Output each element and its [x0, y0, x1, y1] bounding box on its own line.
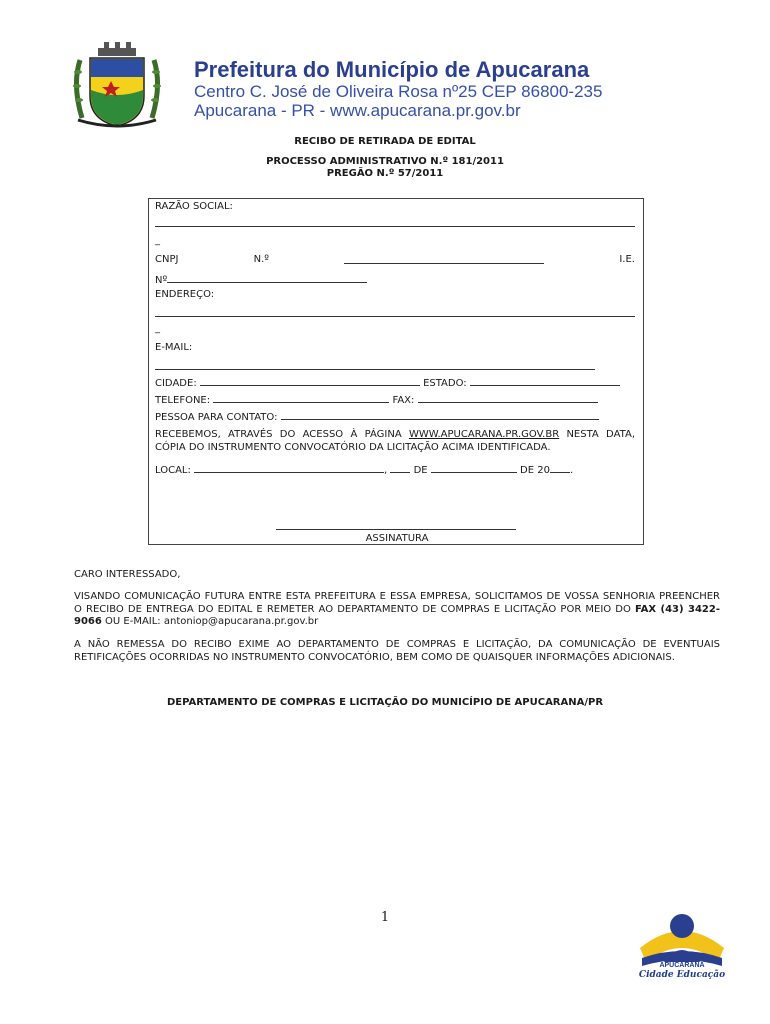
year-prefix: DE 20 [520, 465, 550, 476]
razao-social-line[interactable] [155, 226, 635, 227]
acknowledgement-text [155, 428, 635, 454]
paragraph-communication-text: VISANDO COMUNICAÇÃO FUTURA ENTRE ESTA PREFEITURA E ESSA EMPRESA, SOLICITAMOS DE VOSSA SENHORIA PREENCHER O RECIBO DE ENTREGA DO EDITAL E REMETER AO DEPARTAMENTO DE COMPRAS E LICITAÇÃO POR MEIO DO [74, 591, 720, 615]
telefone-line[interactable] [213, 393, 389, 403]
cidade-line[interactable] [200, 376, 420, 386]
cidade-label: CIDADE: [155, 378, 197, 389]
municipality-website: Apucarana - PR - www.apucarana.pr.gov.br [194, 101, 521, 120]
estado-label: ESTADO: [423, 378, 467, 389]
estado-line[interactable] [470, 376, 620, 386]
signature-label: ASSINATURA [365, 533, 429, 544]
cnpj-line[interactable] [344, 254, 544, 264]
email-line[interactable] [155, 369, 595, 370]
signature-line[interactable] [276, 529, 516, 530]
endereco-dash: _ [155, 323, 160, 334]
day-line[interactable] [390, 463, 410, 473]
email-label: E-MAIL: [155, 342, 193, 353]
letterhead [70, 40, 710, 132]
logo-city-name: APUCARANA [659, 962, 705, 969]
contato-line[interactable] [281, 410, 599, 420]
municipality-address: Centro C. José de Oliveira Rosa nº25 CEP 86800-235 [194, 82, 603, 101]
endereco-label: ENDEREÇO: [155, 289, 215, 300]
municipality-title: Prefeitura do Município de Apucarana [194, 57, 590, 82]
local-comma: , [384, 465, 388, 476]
ie-line[interactable] [167, 273, 367, 283]
fax-label: FAX: [392, 395, 415, 406]
municipal-coat-of-arms-icon [70, 40, 164, 130]
telefone-label: TELEFONE: [155, 395, 211, 406]
razao-social-dash: _ [155, 235, 160, 246]
local-row [155, 463, 573, 477]
telefone-row [155, 393, 598, 407]
local-line[interactable] [194, 463, 384, 473]
paragraph-notice: A NÃO REMESSA DO RECIBO EXIME AO DEPARTAMENTO DE COMPRAS E LICITAÇÃO, DA COMUNICAÇÃO DE EVENTUAIS RETIFICAÇÕES OCORRIDAS NO INSTRUMENTO CONVOCATÓRIO, BEM COMO DE QUAISQUER INFORMAÇÕES ADICIONAIS. [74, 639, 720, 663]
year-period: . [569, 465, 574, 476]
acknowledgement-intro: RECEBEMOS, ATRAVÉS DO ACESSO À PÁGINA [155, 429, 409, 440]
acknowledgement-rest: NESTA DATA, CÓPIA DO INSTRUMENTO CONVOCATÓRIO DA LICITAÇÃO ACIMA IDENTIFICADA. [155, 429, 635, 453]
document-title: RECIBO DE RETIRADA DE EDITAL [294, 136, 476, 147]
cnpj-label: CNPJ [155, 254, 179, 265]
local-label: LOCAL: [155, 465, 191, 476]
month-line[interactable] [431, 463, 517, 473]
email-contact: OU E-MAIL: antoniop@apucarana.pr.gov.br [101, 616, 319, 627]
de-label: DE [413, 465, 428, 476]
ie-row [155, 273, 367, 287]
contato-row [155, 410, 599, 424]
cidade-row [155, 376, 620, 390]
greeting: CARO INTERESSADO, [74, 569, 181, 580]
cnpj-number-label: N.º [253, 254, 269, 265]
endereco-line[interactable] [155, 316, 635, 317]
ie-label: I.E. [619, 254, 635, 265]
paragraph-communication [74, 591, 720, 629]
receipt-form [148, 198, 644, 545]
auction-number: PREGÃO N.º 57/2011 [326, 168, 444, 179]
document-titles [0, 136, 770, 182]
website-link[interactable]: WWW.APUCARANA.PR.GOV.BR [408, 429, 560, 440]
process-number: PROCESSO ADMINISTRATIVO N.º 181/2011 [266, 156, 504, 167]
cnpj-row [155, 254, 635, 266]
year-line[interactable] [550, 463, 570, 473]
logo-slogan: Cidade Educação [638, 970, 726, 980]
page-number: 1 [380, 910, 390, 925]
fax-line[interactable] [418, 393, 598, 403]
department-signature: DEPARTAMENTO DE COMPRAS E LICITAÇÃO DO MUNICÍPIO DE APUCARANA/PR [166, 697, 604, 708]
contato-label: PESSOA PARA CONTATO: [155, 412, 278, 423]
razao-social-label: RAZÃO SOCIAL: [155, 201, 233, 212]
ie-number-label: Nº [155, 275, 168, 286]
fax-number: FAX (43) 3422-9066 [74, 603, 720, 627]
